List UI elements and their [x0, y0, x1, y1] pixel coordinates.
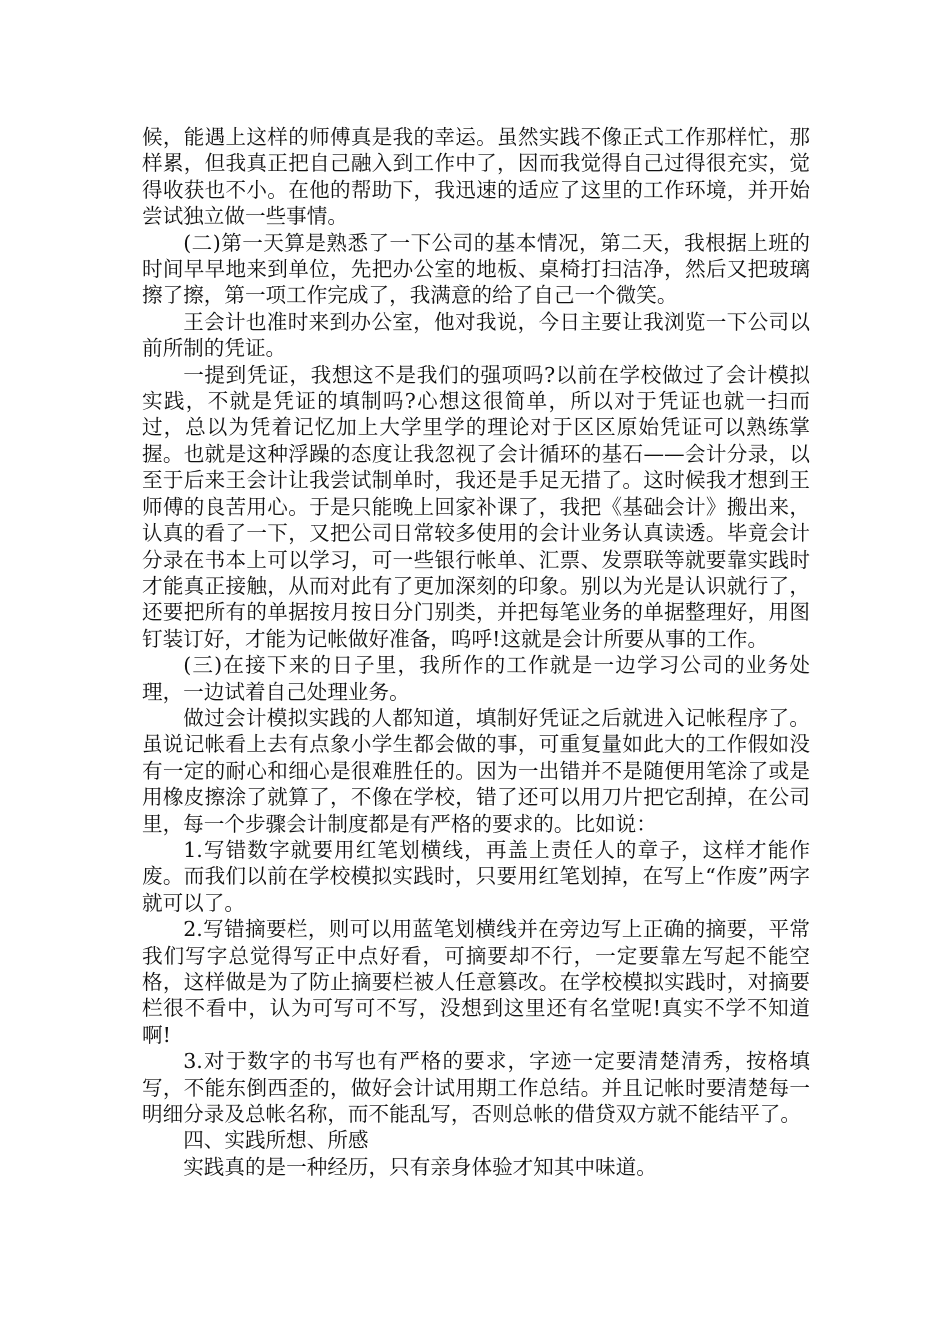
paragraph-section-three: (三)在接下来的日子里，我所作的工作就是一边学习公司的业务处理，一边试着自己处理业务。: [142, 653, 810, 704]
paragraph-section-two: (二)第一天算是熟悉了一下公司的基本情况，第二天，我根据上班的时间早早地来到单位，先把办公室的地板、桌椅打扫洁净，然后又把玻璃擦了擦，第一项工作完成了，我满意的给了自己一个微笑。: [142, 230, 810, 308]
paragraph-closing: 实践真的是一种经历，只有亲身体验才知其中味道。: [183, 1154, 657, 1179]
list-item-2: 2.写错摘要栏，则可以用蓝笔划横线并在旁边写上正确的摘要，平常我们写字总觉得写正中点好看，可摘要却不行，一定要靠左写起不能空格，这样做是为了防止摘要栏被人任意篡改。在学校模拟实践时，对摘要栏很不看中，认为可写可不写，没想到这里还有名堂呢!真实不学不知道啊!: [142, 917, 810, 1047]
document-body: [142, 124, 810, 1180]
list-item-3: 3.对于数字的书写也有严格的要求，字迹一定要清楚清秀，按格填写，不能东倒西歪的，做好会计试用期工作总结。并且记帐时要清楚每一明细分录及总帐名称，而不能乱写，否则总帐的借贷双方就不能结平了。: [142, 1049, 810, 1127]
paragraph-accountant-instruction: 王会计也准时来到办公室，他对我说，今日主要让我浏览一下公司以前所制的凭证。: [142, 309, 810, 361]
paragraph-voucher-reflection: 一提到凭证，我想这不是我们的强项吗?以前在学校做过了会计模拟实践，不就是凭证的填制吗?心想这很简单，所以对于凭证也就一扫而过，总以为凭着记忆加上大学里学的理论对于区区原始凭证可以熟练掌握。也就是这种浮躁的态度让我忽视了会计循环的基石——会计分录，以至于后来王会计让我尝试制单时，我还是手足无措了。这时候我才想到王师傅的良苦用心。于是只能晚上回家补课了，我把《基础会计》搬出来，认真的看了一下，又把公司日常较多使用的会计业务认真读透。毕竟会计分录在书本上可以学习，可一些银行帐单、汇票、发票联等就要靠实践时才能真正接触，从而对此有了更加深刻的印象。别以为光是认识就行了，还要把所有的单据按月按日分门别类，并把每笔业务的单据整理好，用图钉装订好，才能为记帐做好准备，呜呼!这就是会计所要从事的工作。: [142, 362, 810, 651]
list-item-1: 1.写错数字就要用红笔划横线，再盖上责任人的章子，这样才能作废。而我们以前在学校模拟实践时，只要用红笔划掉，在写上“作废”两字就可以了。: [142, 837, 810, 915]
section-heading-four: 四、实践所想、所感: [183, 1128, 369, 1153]
paragraph-continuation: 候，能遇上这样的师傅真是我的幸运。虽然实践不像正式工作那样忙，那样累，但我真正把自己融入到工作中了，因而我觉得自己过得很充实，觉得收获也不小。在他的帮助下，我迅速的适应了这里的工作环境，并开始尝试独立做一些事情。: [142, 125, 810, 229]
paragraph-bookkeeping: 做过会计模拟实践的人都知道，填制好凭证之后就进入记帐程序了。虽说记帐看上去有点象小学生都会做的事，可重复量如此大的工作假如没有一定的耐心和细心是很难胜任的。因为一出错并不是随便用笔涂了或是用橡皮擦涂了就算了，不像在学校，错了还可以用刀片把它刮掉，在公司里，每一个步骤会计制度都是有严格的要求的。比如说：: [142, 705, 810, 836]
